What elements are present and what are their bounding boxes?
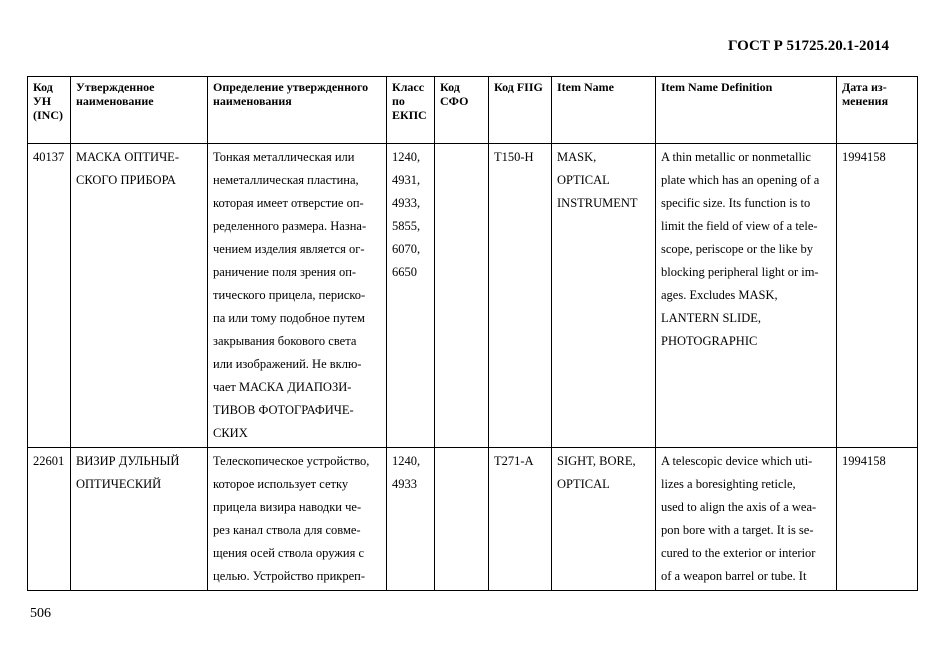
text-line: щения осей ствола оружия с [213, 546, 365, 560]
cell-date: 1994158 [837, 144, 918, 448]
text-line: used to align the axis of a wea- [661, 500, 817, 514]
text-line: OPTICAL [557, 173, 610, 187]
cell-date: 1994158 [837, 448, 918, 591]
text-line: или изображений. Не вклю- [213, 357, 362, 371]
col-header-date: Дата из-менения [837, 77, 918, 144]
cell-sfo [435, 144, 489, 448]
cell-code: 40137 [28, 144, 71, 448]
text-line: MASK, [557, 150, 597, 164]
text-line: чением изделия является ог- [213, 242, 365, 256]
col-header-code: Код УН (INC) [28, 77, 71, 144]
text-line: целью. Устройство прикреп- [213, 569, 366, 583]
table-row [28, 448, 918, 591]
text-line: рез канал ствола для совме- [213, 523, 361, 537]
text-line: specific size. Its function is to [661, 196, 811, 210]
text-line: Телескопическое устройство, [213, 454, 370, 468]
text-line: lizes a boresighting reticle, [661, 477, 796, 491]
text-line: ВИЗИР ДУЛЬНЫЙ [76, 454, 180, 468]
cell-item-definition [656, 144, 837, 448]
col-header-fiig: Код FIIG [489, 77, 552, 144]
text-line: scope, periscope or the like by [661, 242, 814, 256]
text-line: SIGHT, BORE, [557, 454, 636, 468]
text-line: cured to the exterior or interior [661, 546, 816, 560]
cell-class [387, 144, 435, 448]
cell-sfo [435, 448, 489, 591]
text-line: па или тому подобное путем [213, 311, 365, 325]
cell-item-name [552, 448, 656, 591]
text-line: 4931, [392, 173, 421, 187]
catalog-table [27, 76, 918, 591]
text-line: СКИХ [213, 426, 248, 440]
text-line: неметаллическая пластина, [213, 173, 359, 187]
text-line: 4933, [392, 196, 421, 210]
text-line: которое использует сетку [213, 477, 349, 491]
text-line: 6650 [392, 265, 417, 279]
text-line: PHOTOGRAPHIC [661, 334, 758, 348]
cell-definition [208, 448, 387, 591]
text-line: ages. Excludes MASK, [661, 288, 778, 302]
text-line: Тонкая металлическая или [213, 150, 355, 164]
text-line: 4933 [392, 477, 417, 491]
text-line: чает МАСКА ДИАПОЗИ- [213, 380, 352, 394]
text-line: ОПТИЧЕСКИЙ [76, 477, 162, 491]
table-row [28, 144, 918, 448]
text-line: 1240, [392, 454, 421, 468]
text-line: прицела визира наводки че- [213, 500, 362, 514]
cell-class [387, 448, 435, 591]
text-line: закрывания бокового света [213, 334, 357, 348]
page-number: 506 [30, 606, 51, 621]
text-line: A telescopic device which uti- [661, 454, 813, 468]
table-header-row [28, 77, 918, 144]
text-line: 5855, [392, 219, 421, 233]
cell-code: 22601 [28, 448, 71, 591]
text-line: A thin metallic or nonmetallic [661, 150, 811, 164]
col-header-class: Класс по ЕКПС [387, 77, 435, 144]
document-standard-number: ГОСТ Р 51725.20.1-2014 [727, 38, 889, 54]
cell-name [71, 144, 208, 448]
text-line: раничение поля зрения оп- [213, 265, 357, 279]
cell-fiig: T150-H [489, 144, 552, 448]
text-line: ТИВОВ ФОТОГРАФИЧЕ- [213, 403, 354, 417]
text-line: СКОГО ПРИБОРА [76, 173, 176, 187]
text-line: LANTERN SLIDE, [661, 311, 761, 325]
cell-item-definition [656, 448, 837, 591]
cell-fiig: T271-A [489, 448, 552, 591]
col-header-item-definition: Item Name Definition [656, 77, 837, 144]
text-line: 6070, [392, 242, 421, 256]
text-line: МАСКА ОПТИЧЕ- [76, 150, 179, 164]
col-header-name: Утвержденное наименование [71, 77, 208, 144]
col-header-item-name: Item Name [552, 77, 656, 144]
text-line: limit the field of view of a tele- [661, 219, 818, 233]
text-line: тического прицела, периско- [213, 288, 366, 302]
col-header-definition: Определение утвержденного наименования [208, 77, 387, 144]
text-line: ределенного размера. Назна- [213, 219, 367, 233]
cell-name [71, 448, 208, 591]
text-line: blocking peripheral light or im- [661, 265, 819, 279]
text-line: pon bore with a target. It is se- [661, 523, 814, 537]
text-line: plate which has an opening of a [661, 173, 820, 187]
col-header-sfo: Код СФО [435, 77, 489, 144]
text-line: INSTRUMENT [557, 196, 638, 210]
text-line: 1240, [392, 150, 421, 164]
cell-definition [208, 144, 387, 448]
text-line: которая имеет отверстие оп- [213, 196, 364, 210]
text-line: OPTICAL [557, 477, 610, 491]
text-line: of a weapon barrel or tube. It [661, 569, 807, 583]
cell-item-name [552, 144, 656, 448]
